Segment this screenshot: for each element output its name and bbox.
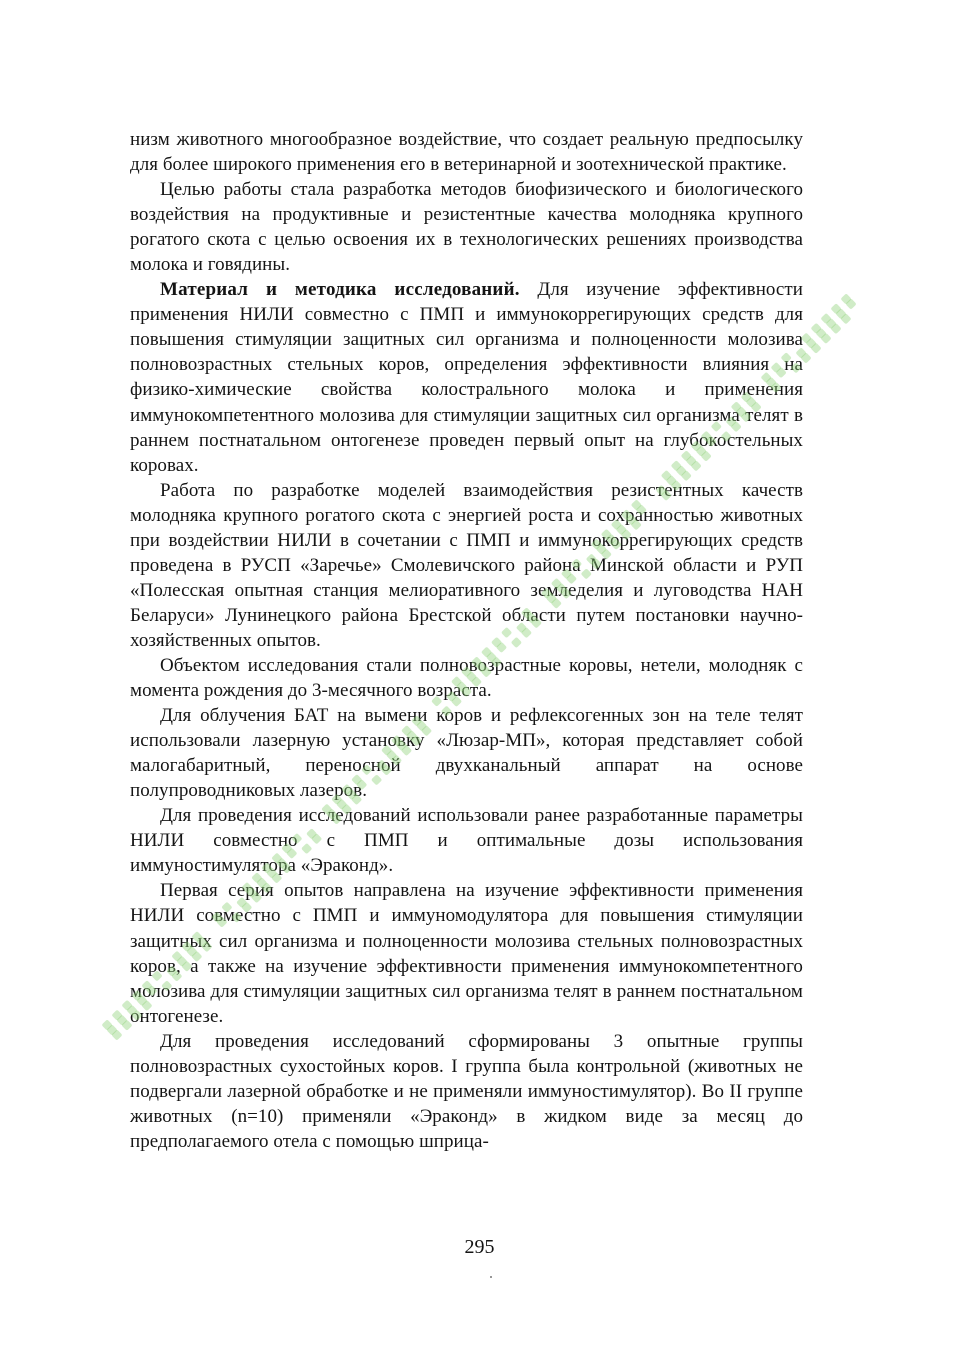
- paragraph-9: Для проведения исследований сформированы 3 опытные группы полновозрастных сухостойных коров. I группа была контрольной (животных не подвергали лазерной обработке и не применяли иммуностимулятор). Во II группе животных (n=10) применяли «Эраконд» в жидком виде за месяц до предполагаемого отела с помощью шприца-: [130, 1030, 803, 1152]
- paragraph-1: низм животного многообразное воздействие, что создает реальную предпосылку для более широкого применения его в ветеринарной и зоотехнической практике.: [130, 129, 803, 176]
- watermark-dot: [101, 1019, 112, 1030]
- section-heading-materials-methods: Материал и методика исследований.: [160, 279, 520, 301]
- page-number: 295: [464, 1236, 495, 1258]
- watermark-dot: [845, 298, 856, 309]
- watermark-dot: [835, 308, 846, 319]
- paragraph-6: Для облучения БАТ на вымени коров и рефлексогенных зон на теле телят использовали лазерную установку «Люзар-МП», которая представляет собой малогабаритный, переносной двухканальный аппарат на основе полупроводниковых лазеров.: [130, 705, 803, 802]
- watermark-dot: [111, 1029, 122, 1040]
- watermark-dot: [830, 323, 841, 334]
- paragraph-3-body: Для изучение эффективности применения НИЛИ совместно с ПМП и иммунокоррегирующих средств для повышения стимуляции защитных сил организма и полноценности молозива полновозрастных стельных коров, определения эффективности влияния на физико-химические свойства колострального молока и применения иммунокомпетентного молозива для стимуляции защитных сил организма телят в раннем постнатальном онтогенезе проведен первый опыт на глубокостельных коровах.: [130, 279, 803, 476]
- paragraph-3: [130, 277, 803, 477]
- watermark-dot: [830, 303, 841, 314]
- watermark-dot: [825, 318, 836, 329]
- watermark-dot: [840, 313, 851, 324]
- paragraph-2: Целью работы стала разработка методов биофизического и биологического воздействия на продуктивные и резистентные качества молодняка крупного рогатого скота с целью освоения их в технологических решениях производства молока и говядины.: [130, 179, 803, 276]
- watermark-dot: [815, 328, 826, 339]
- watermark-dot: [116, 1015, 127, 1026]
- watermark-dot: [106, 1024, 117, 1035]
- body-text: [130, 127, 803, 1154]
- paragraph-8: Первая серия опытов направлена на изучение эффективности применения НИЛИ совместно с ПМП и иммуномодулятора для повышения стимуляции защитных сил организма и полноценности молозива стельных полновозрастных коров, а также на изучение эффективности применения иммунокомпетентного молозива для стимуляции защитных сил организма телят в раннем постнатальном онтогенезе.: [130, 880, 803, 1027]
- watermark-dot: [820, 333, 831, 344]
- scan-speck: [490, 1276, 492, 1278]
- watermark-dot: [820, 313, 831, 324]
- paragraph-5: Объектом исследования стали полновозрастные коровы, нетели, молодняк с момента рождения до 3-месячного возраста.: [130, 654, 803, 702]
- watermark-dot: [840, 293, 851, 304]
- paragraph-7: Для проведения исследований использовали ранее разработанные параметры НИЛИ совместно с ПМП и оптимальные дозы использования иммуностимулятора «Эраконд».: [130, 805, 803, 877]
- watermark-dot: [805, 338, 816, 349]
- watermark-dot: [810, 343, 821, 354]
- watermark-dot: [811, 323, 822, 334]
- paragraph-4: Работа по разработке моделей взаимодействия резистентных качеств молодняка крупного рогатого скота с энергией роста и сохранностью животных при воздействии НИЛИ в сочетании с ПМП и иммунокоррегирующих средств проведена в РУСП «Заречье» Смолевичского района Минской области и РУП «Полесская опытная станция мелиоративного земледелия и луговодства НАН Беларуси» Лунинецкого района Брестской области путем постановки научно-хозяйственных опытов.: [130, 479, 803, 651]
- watermark-dot: [111, 1010, 122, 1021]
